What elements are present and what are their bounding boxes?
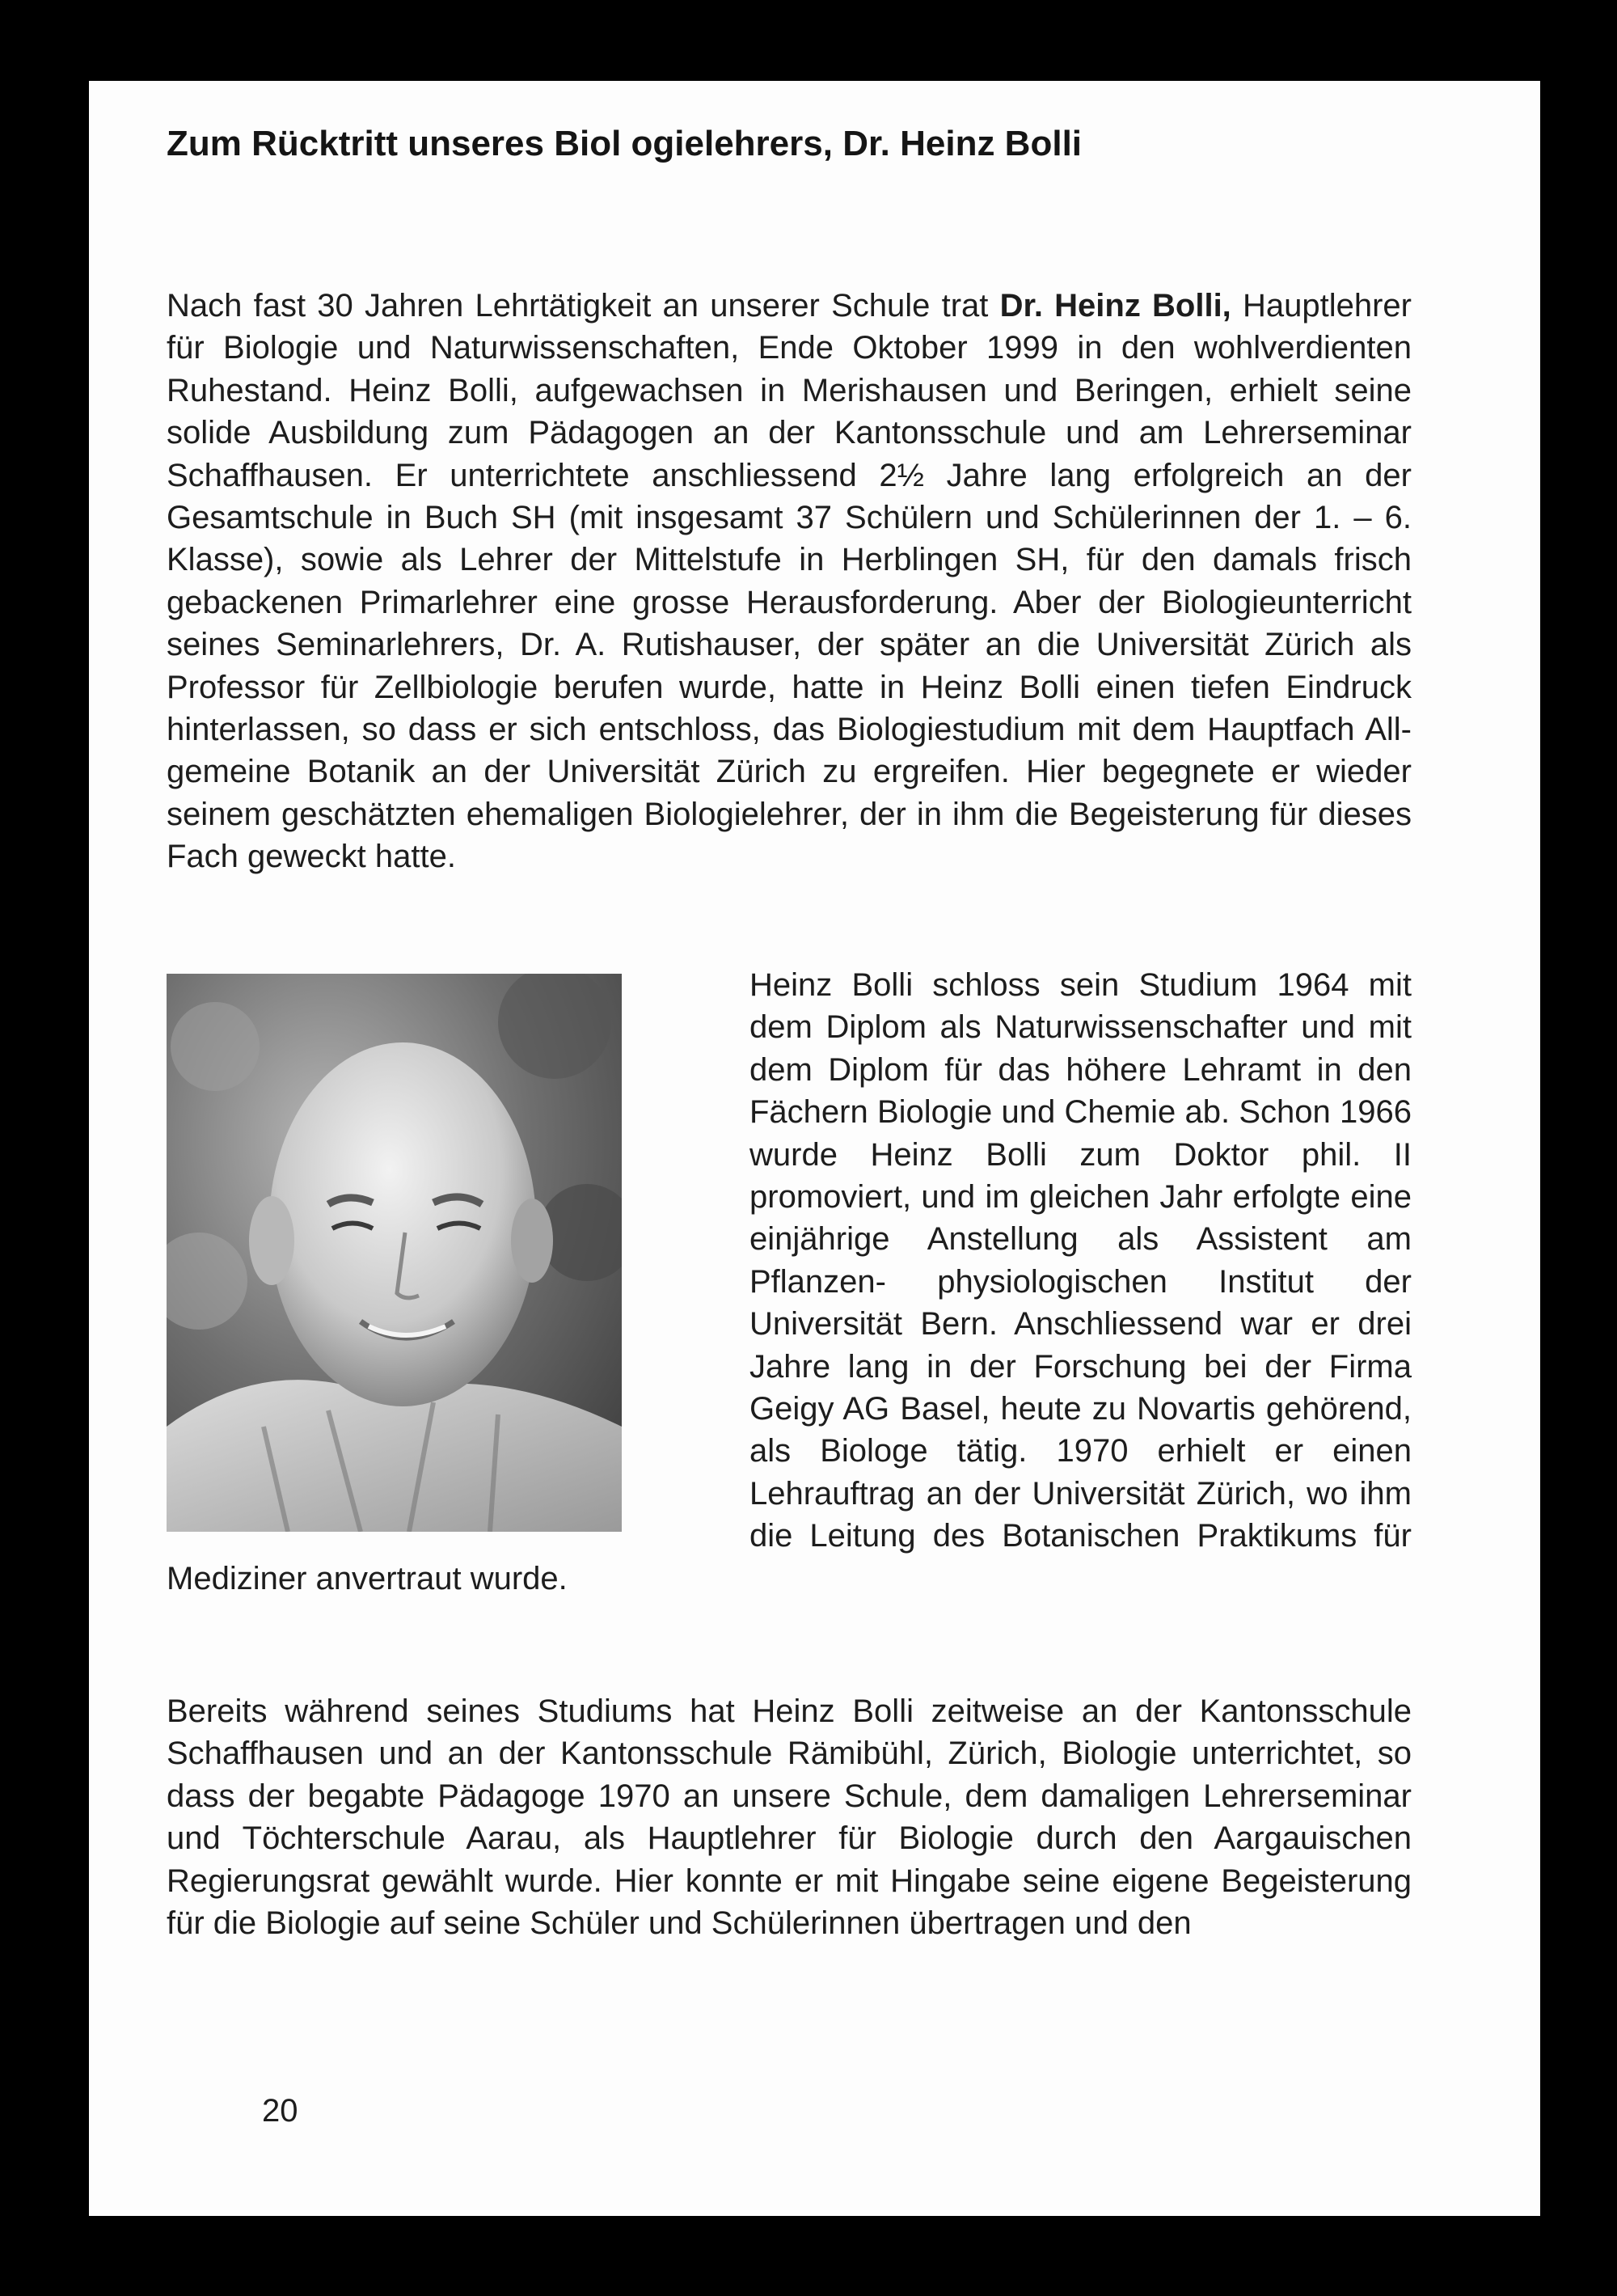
paragraph-teaching: Bereits während seines Studiums hat Heinz Bolli zeitweise an der Kantonsschule Schaffhausen und an der Kantonsschule Rämibühl, Zürich, Biologie unterrichtet, so dass der begabte Pädagoge 1970 an unsere Schule, dem damaligen Lehrerseminar und Töchterschule Aarau, als Hauptlehrer für Biologie durch den Aargauischen Regierungsrat gewählt wurde. Hier konnte er mit Hingabe seine eigene Begeisterung für die Biologie auf seine Schüler und Schülerinnen übertragen und den (167, 1693, 1412, 1942)
scan-border-right (1540, 0, 1617, 2296)
paragraph-intro: Nach fast 30 Jahren Lehrtätigkeit an unserer Schule trat (167, 288, 1000, 323)
teacher-name: Dr. Heinz Bolli, (999, 288, 1231, 323)
paragraph-body: Hauptlehrer für Biologie und Naturwissenschaften, Ende Oktober 1999 in den wohlverdienten Ruhestand. Heinz Bolli, aufgewachsen in Merishausen und Beringen, erhielt seine solide Ausbildung zum Pädagogen an der Kantonsschule und am Lehrerseminar Schaffhausen. Er unterrichtete anschliessend 2½ Jahre lang erfolgreich an der Gesamtschule in Buch SH (mit insgesamt 37 Schülern und Schülerinnen der 1. – 6. Klasse), sowie als Lehrer der Mittelstufe in Herblingen SH, für den damals frisch gebackenen Primarlehrer eine grosse Herausforderung. Aber der Biologieunterricht seines Seminarlehrers, Dr. A. Rutishauser, der später an die Universität Zürich als Professor für Zellbiologie berufen wurde, hatte in Heinz Bolli einen tiefen Eindruck hinterlassen, so dass er sich entschloss, das Biologiestudium mit dem Hauptfach Allgemeine Botanik an der Universität Zürich zu ergreifen. Hier begegnete er wieder seinem geschätzten ehemaligen Biologielehrer, der in ihm die Begeisterung für dieses Fach geweckt hatte. (167, 288, 1412, 875)
paragraph-career-block (167, 964, 1412, 1600)
paragraph-studies: Heinz Bolli schloss sein Studium 1964 mit dem Diplom als Naturwissenschafter und mit dem Diplom für das höhere Lehramt in den Fächern Biologie und Chemie ab. Schon 1966 wurde Heinz Bolli zum Doktor phil. II promoviert, und im gleichen Jahr erfolgte eine einjährige Anstellung als Assistent am Pflanzen- physiologischen Institut der Universität Bern. Anschliessend war er drei Jahre lang in der Forschung bei der Firma Geigy AG Basel, heute zu Novartis gehörend, als Biologe tätig. 1970 erhielt er einen Lehrauftrag an der Universität Zürich, wo ihm die Leitung des Botanischen Praktikums für Mediziner anvertraut wurde. (167, 967, 1412, 1596)
scan-border-top (0, 0, 1617, 81)
portrait-photo (167, 974, 622, 1532)
scan-border-bottom (0, 2216, 1617, 2296)
paragraph-retirement (167, 285, 1412, 878)
page-number: 20 (262, 2093, 298, 2129)
scan-border-left (0, 0, 89, 2296)
article-title: Zum Rücktritt unseres Biol ogielehrers, Dr. Heinz Bolli (167, 124, 1083, 163)
